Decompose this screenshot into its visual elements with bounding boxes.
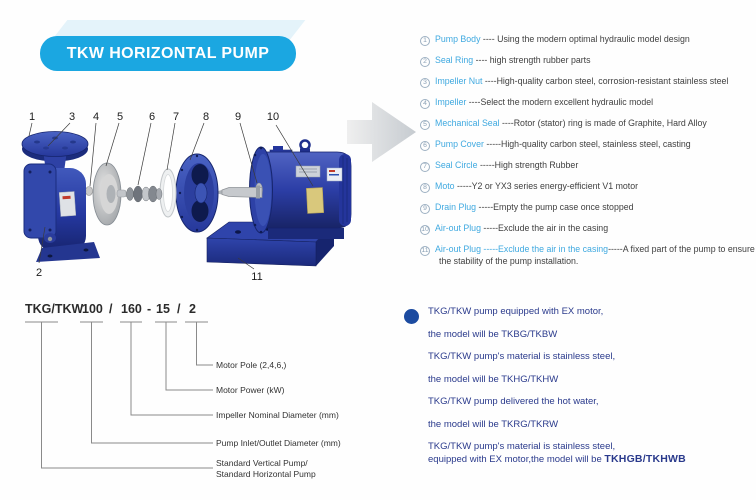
part-name: Impeller Nut	[435, 76, 483, 86]
page-title: TKW HORIZONTAL PUMP	[66, 44, 270, 62]
part-description: -----Exclude the air in the casing	[480, 223, 609, 233]
note-line-prefix: equipped with EX motor,the model will be	[428, 454, 605, 465]
part-number-label: 7	[172, 111, 180, 123]
item-number-badge: 3	[420, 78, 430, 88]
part-description: -----Empty the pump case once stopped	[476, 202, 634, 212]
part-number-label: 2	[35, 267, 43, 279]
parts-list-item	[420, 34, 756, 46]
note-line: TKG/TKW pump delivered the hot water,	[428, 396, 599, 407]
parts-list-item	[420, 139, 756, 151]
casing-label	[59, 191, 76, 216]
part-name: Air-out Plug -----Exclude the air in the casing	[435, 244, 609, 254]
pump-exploded-diagram	[10, 90, 430, 290]
parts-list-item	[420, 118, 756, 130]
motor	[250, 141, 352, 240]
parts-list-item	[420, 97, 756, 109]
part-name: Pump Cover	[435, 139, 484, 149]
bullet-icon	[404, 309, 419, 324]
arrow-right-icon	[347, 102, 416, 162]
note-line: TKG/TKW pump's material is stainless steel,	[428, 441, 616, 452]
note-line	[428, 454, 756, 465]
part-number-label: 6	[148, 111, 156, 123]
model-code-token: /	[109, 302, 113, 316]
model-code-label: Motor Power (kW)	[216, 385, 285, 395]
part-name: Air-out Plug	[435, 223, 481, 233]
model-code-token: 15	[156, 302, 170, 316]
pump-casing	[22, 132, 100, 263]
item-number-badge: 8	[420, 183, 430, 193]
note-line: TKG/TKW pump's material is stainless steel,	[428, 351, 616, 362]
item-number-badge: 5	[420, 120, 430, 130]
part-description: -----High-quality carbon steel, stainless steel, casting	[483, 139, 691, 149]
model-code-token: 2	[189, 302, 196, 316]
parts-list-item	[420, 76, 756, 88]
model-code-token: 100	[82, 302, 103, 316]
shaft	[216, 186, 262, 199]
part-number-label: 1	[28, 111, 36, 123]
parts-list-item	[420, 223, 756, 235]
model-code-token: TKG/TKW	[25, 302, 84, 316]
model-code-label: Impeller Nominal Diameter (mm)	[216, 410, 339, 420]
parts-list-item	[420, 160, 756, 172]
part-description: ----Rotor (stator) ring is made of Graphite, Hard Alloy	[499, 118, 707, 128]
part-description: -----High strength Rubber	[477, 160, 579, 170]
part-number-label: 11	[251, 271, 263, 283]
model-connector-lines	[25, 322, 213, 468]
part-name: Drain Plug	[435, 202, 477, 212]
part-number-label: 8	[202, 111, 210, 123]
parts-list-item	[420, 181, 756, 193]
part-description: ---- Using the modern optimal hydraulic model design	[480, 34, 690, 44]
title-banner	[40, 36, 296, 71]
note-line: the model will be TKRG/TKRW	[428, 418, 559, 430]
part-name: Impeller	[435, 97, 467, 107]
part-description: -----Y2 or YX3 series energy-efficient V1 motor	[454, 181, 639, 191]
part-description: ---- high strength rubber parts	[473, 55, 591, 65]
o-ring-gasket	[160, 169, 176, 217]
model-code-token: /	[177, 302, 181, 316]
parts-list	[420, 34, 756, 276]
impeller	[93, 163, 126, 225]
item-number-badge: 10	[421, 226, 429, 233]
part-name: Pump Body	[435, 34, 481, 44]
drain-plug	[48, 237, 52, 241]
parts-list-item	[420, 55, 756, 67]
motor-nameplate	[296, 166, 320, 177]
part-name: Seal Ring	[435, 55, 474, 65]
part-number-label: 3	[68, 111, 76, 123]
part-number-label: 4	[92, 111, 100, 123]
item-number-badge: 1	[420, 36, 430, 46]
model-code-label: Pump Inlet/Outlet Diameter (mm)	[216, 438, 341, 448]
note-model-code: TKHGB/TKHWB	[604, 453, 686, 465]
mechanical-seal-stack	[123, 186, 162, 202]
model-code-token: 160	[121, 302, 142, 316]
part-description: ----Select the modern excellent hydraulic model	[466, 97, 654, 107]
part-name: Seal Circle	[435, 160, 478, 170]
item-number-badge: 11	[421, 247, 429, 254]
note-line: the model will be TKBG/TKBW	[428, 328, 558, 340]
item-number-badge: 9	[420, 204, 430, 214]
note-line: the model will be TKHG/TKHW	[428, 373, 559, 385]
model-notes	[402, 306, 756, 477]
model-code-token: -	[147, 302, 152, 316]
parts-list-item	[420, 244, 756, 267]
part-description: ----High-quality carbon steel, corrosion-resistant stainless steel	[482, 76, 729, 86]
pump-cover-bracket	[176, 154, 218, 232]
part-name: Moto	[435, 181, 455, 191]
note-line: TKG/TKW pump equipped with EX motor,	[428, 306, 604, 317]
part-number-label: 9	[234, 111, 242, 123]
model-code-label: Standard Horizontal Pump	[216, 469, 316, 479]
part-description: -----A fixed part of the pump to ensure the stability of the pump installation.	[439, 244, 755, 266]
parts-list-item	[420, 202, 756, 214]
item-number-badge: 4	[420, 99, 430, 109]
model-code-diagram	[25, 295, 355, 495]
model-code-label: Standard Vertical Pump/	[216, 458, 308, 468]
item-number-badge: 2	[420, 57, 430, 67]
part-number-label: 10	[266, 111, 280, 123]
part-name: Mechanical Seal	[435, 118, 500, 128]
item-number-badge: 6	[420, 141, 430, 151]
part-number-label: 5	[116, 111, 124, 123]
motor-yellow-label	[306, 188, 323, 214]
item-number-badge: 7	[420, 162, 430, 172]
model-code-label: Motor Pole (2,4,6,)	[216, 360, 287, 370]
